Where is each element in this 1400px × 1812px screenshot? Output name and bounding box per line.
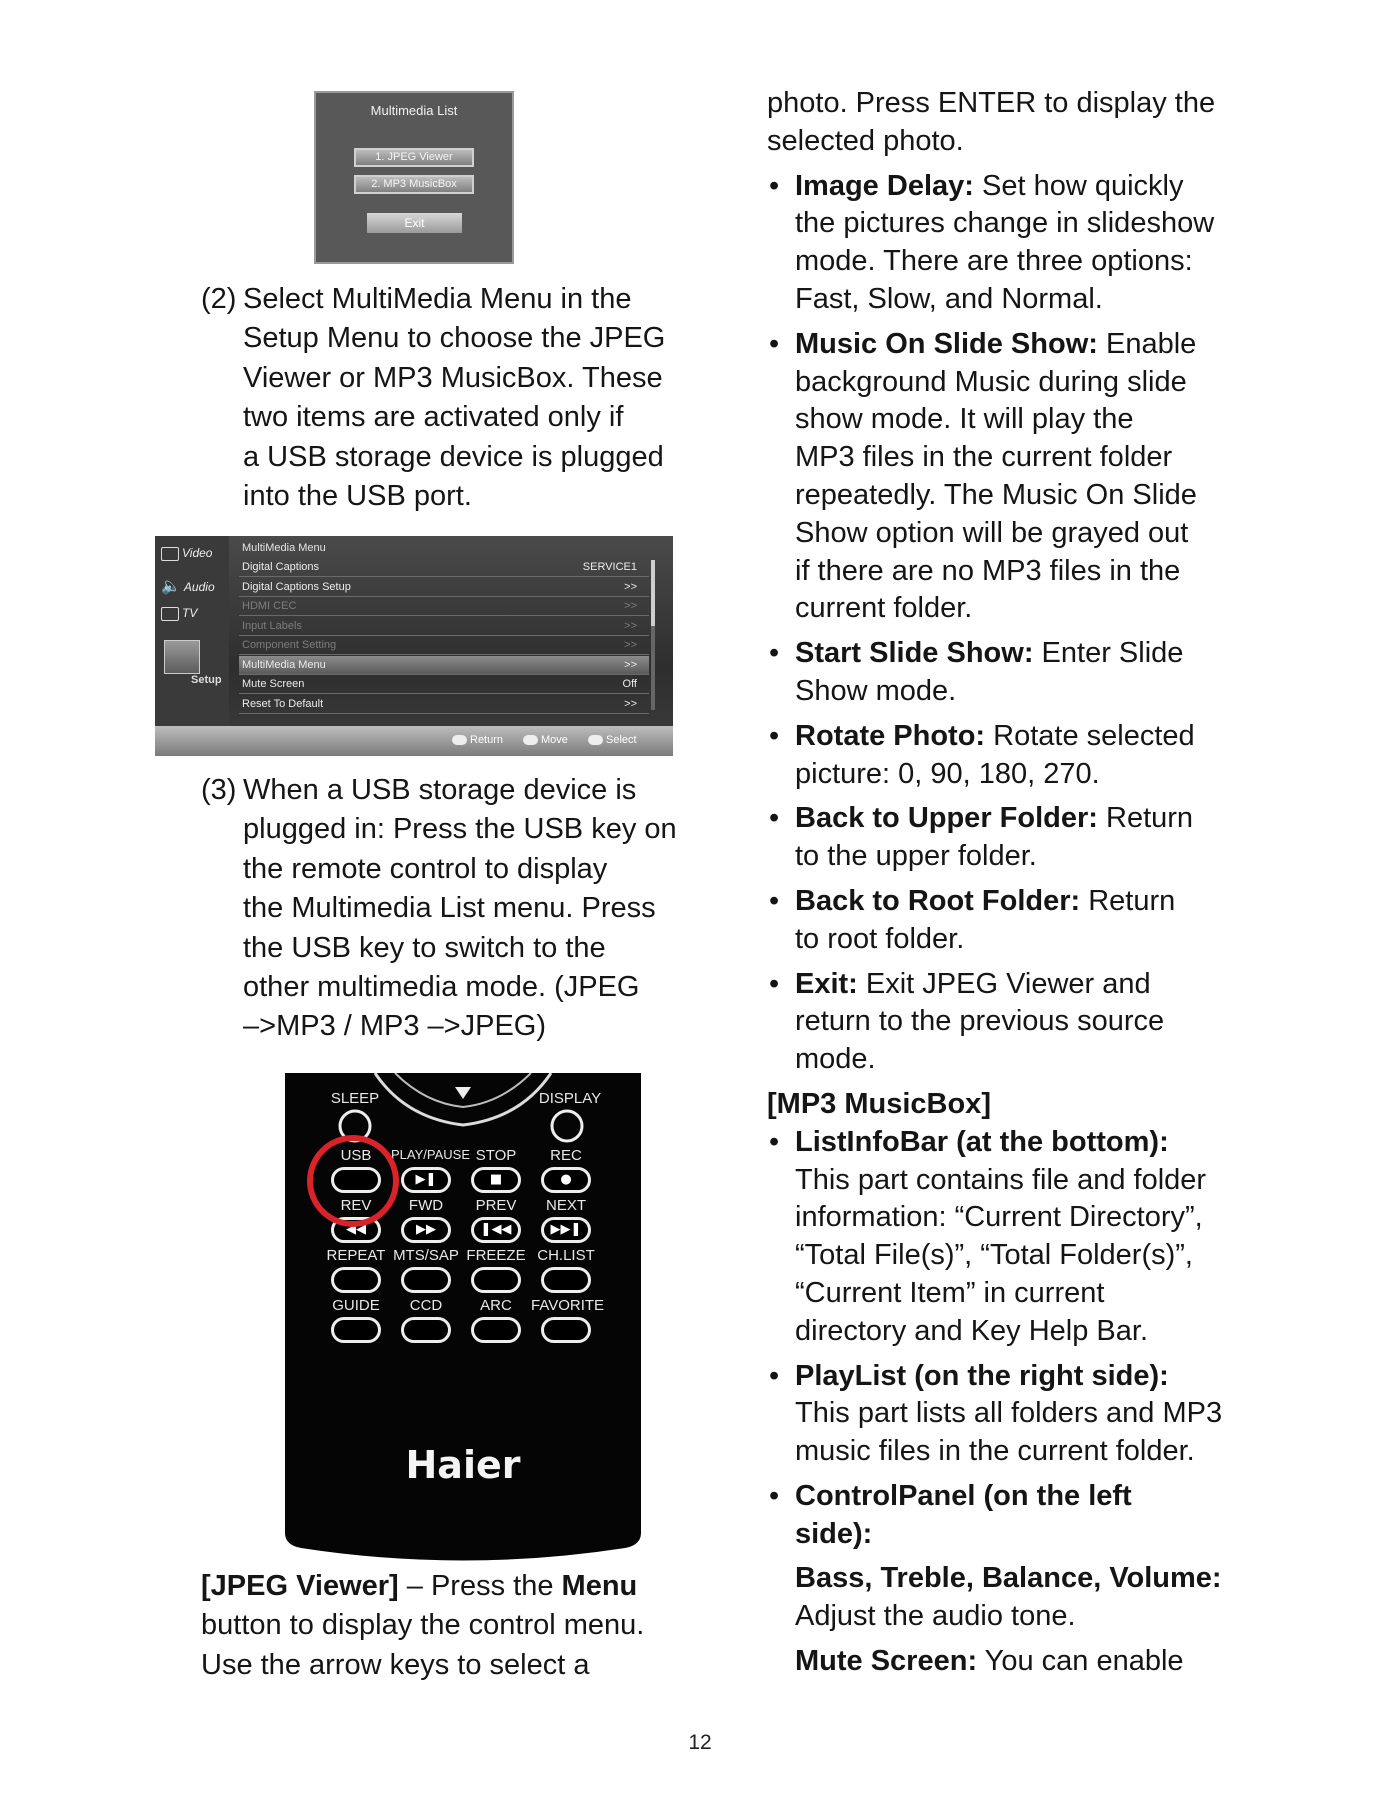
bullet-text: to root folder. <box>795 922 965 955</box>
step-2-line: into the USB port. <box>243 480 472 513</box>
intro-line: selected photo. <box>767 124 964 157</box>
jpeg-viewer-heading: [JPEG Viewer] <box>201 1570 399 1602</box>
jpeg-viewer-text: – Press the <box>398 1570 562 1602</box>
bullet-text: to the upper folder. <box>795 840 1037 873</box>
menu-row-value: Off <box>622 678 637 690</box>
bullet-text: Return <box>1080 884 1176 917</box>
bullet-dot: • <box>769 967 780 1000</box>
step-2-line: Select MultiMedia Menu in the <box>243 283 632 315</box>
bullet-item <box>769 1124 1257 1351</box>
bullet-text: show mode. It will play the <box>795 403 1134 436</box>
bullet-text: “Current Item” in current <box>795 1276 1105 1309</box>
menu-row-value: >> <box>624 697 637 710</box>
step-3 <box>201 771 681 1047</box>
rev-button: ◀◀ <box>331 1217 381 1243</box>
video-icon <box>161 547 179 561</box>
bullet-text: This part lists all folders and MP3 <box>795 1397 1223 1430</box>
bullet-dot: • <box>769 637 780 670</box>
bullet-text: mode. <box>795 1043 876 1076</box>
bullet-term: Back to Upper Folder: <box>795 802 1098 835</box>
bullet-term: Music On Slide Show: <box>795 327 1098 360</box>
bullet-text: directory and Key Help Bar. <box>795 1314 1149 1347</box>
control-item-term: Mute Screen: <box>795 1645 978 1678</box>
step-3-text <box>243 771 681 1047</box>
page-number: 12 <box>688 1731 712 1754</box>
bullet-term: ListInfoBar (at the bottom): <box>795 1125 1169 1158</box>
playpause-label: PLAY/PAUSE <box>391 1147 470 1162</box>
jpeg-viewer-paragraph <box>201 1567 691 1685</box>
menu-footer <box>155 726 673 756</box>
repeat-button <box>331 1267 381 1293</box>
right-column <box>767 85 1257 1688</box>
rev-label: REV <box>340 1197 372 1214</box>
bullet-dot: • <box>769 802 780 835</box>
bullet-dot: • <box>769 327 780 360</box>
bullet-text: if there are no MP3 files in the <box>795 554 1181 587</box>
bullet-text: Exit JPEG Viewer and <box>857 967 1151 1000</box>
menu-row-value: >> <box>624 639 637 651</box>
multimedia-list-title: Multimedia List <box>370 103 458 118</box>
mts-sap-button <box>401 1267 451 1293</box>
setup-icon <box>164 640 200 674</box>
bullet-term: ControlPanel (on the left <box>795 1479 1132 1512</box>
footer-return: Return <box>452 734 503 746</box>
menu-row-value: >> <box>624 658 637 671</box>
control-item-text: You can enable <box>977 1645 1184 1678</box>
step-3-line: the USB key to switch to the <box>243 931 606 964</box>
bullet-term: Exit: <box>795 967 858 1000</box>
bullet-text: Show mode. <box>795 674 957 707</box>
control-item-text: Adjust the audio tone. <box>795 1600 1076 1633</box>
move-key-icon <box>523 735 538 745</box>
bullet-text: Enable <box>1097 327 1197 360</box>
bullet-item <box>769 800 1257 876</box>
guide-label: GUIDE <box>332 1297 380 1314</box>
bullet-text: side): <box>795 1517 873 1550</box>
jpeg-viewer-line: button to display the control menu. <box>201 1609 645 1642</box>
setup-menu-screenshot <box>155 536 673 756</box>
step-2 <box>201 280 681 516</box>
bullet-dot: • <box>769 1125 780 1158</box>
haier-logo: Haier <box>405 1443 521 1487</box>
tv-icon <box>161 607 179 621</box>
prev-button: ❚◀◀ <box>471 1217 521 1243</box>
menu-scrollbar <box>651 560 655 710</box>
chlist-button <box>541 1267 591 1293</box>
jpeg-bullet-list <box>767 168 1257 1079</box>
menu-row <box>239 656 649 675</box>
menu-row <box>239 675 649 694</box>
control-item <box>795 1643 1257 1681</box>
bullet-text: Show option will be grayed out <box>795 516 1189 549</box>
bullet-text: Rotate selected <box>985 719 1195 752</box>
setup-sidebar <box>155 536 229 726</box>
step-2-text <box>243 280 681 516</box>
bullet-text: Return <box>1097 802 1194 835</box>
menu-row-value: >> <box>624 580 637 593</box>
mp3-musicbox-option: 2. MP3 MusicBox <box>354 175 474 194</box>
step-3-line: –>MP3 / MP3 –>JPEG) <box>243 1010 547 1043</box>
bullet-text: music files in the current folder. <box>795 1435 1195 1468</box>
rec-label: REC <box>550 1147 582 1164</box>
bullet-dot: • <box>769 884 780 917</box>
step-2-number: (2) <box>201 283 237 315</box>
menu-row-label: Digital Captions Setup <box>242 580 351 593</box>
footer-move: Move <box>523 734 568 746</box>
bullet-dot: • <box>769 1359 780 1392</box>
menu-row-label: HDMI CEC <box>242 600 297 612</box>
step-3-number: (3) <box>201 774 237 806</box>
bullet-item <box>769 883 1257 959</box>
step-2-line: Viewer or MP3 MusicBox. These <box>243 361 663 394</box>
chlist-label: CH.LIST <box>537 1247 595 1264</box>
ccd-label: CCD <box>409 1297 443 1314</box>
freeze-button <box>471 1267 521 1293</box>
sleep-label: SLEEP <box>330 1090 380 1107</box>
footer-select: Select <box>588 734 637 746</box>
bullet-item <box>769 635 1257 711</box>
next-button: ▶▶❚ <box>541 1217 591 1243</box>
sidebar-item-audio: 🔈 Audio <box>161 578 215 595</box>
stop-label: STOP <box>475 1147 517 1164</box>
menu-title: MultiMedia Menu <box>242 542 326 554</box>
remote-control-image <box>285 1073 641 1563</box>
select-key-icon <box>588 735 603 745</box>
bullet-item <box>769 1358 1257 1471</box>
menu-row <box>239 597 649 616</box>
bullet-text: background Music during slide <box>795 365 1187 398</box>
bullet-text: MP3 files in the current folder <box>795 441 1173 474</box>
mp3-heading: [MP3 MusicBox] <box>767 1087 991 1120</box>
bullet-text: Enter Slide <box>1033 637 1184 670</box>
bullet-text: Set how quickly <box>973 169 1184 202</box>
arc-button <box>471 1317 521 1343</box>
menu-row-value: >> <box>624 600 637 612</box>
bullet-item <box>769 718 1257 794</box>
bullet-text: return to the previous source <box>795 1005 1165 1038</box>
control-item <box>795 1560 1257 1636</box>
bullet-dot: • <box>769 169 780 202</box>
mts-sap-label: MTS/SAP <box>393 1247 459 1264</box>
menu-row-label: MultiMedia Menu <box>242 658 326 671</box>
usb-label: USB <box>340 1147 372 1164</box>
step-2-line: Setup Menu to choose the JPEG <box>243 322 666 355</box>
menu-row-label: Input Labels <box>242 619 302 632</box>
sidebar-item-tv: TV <box>161 606 197 621</box>
sidebar-item-video: Video <box>161 546 212 561</box>
step-3-line: When a USB storage device is <box>243 774 637 806</box>
bullet-text: Fast, Slow, and Normal. <box>795 282 1103 315</box>
bullet-dot: • <box>769 1479 780 1512</box>
bullet-dot: • <box>769 719 780 752</box>
bullet-term: Start Slide Show: <box>795 637 1034 670</box>
menu-row-value: >> <box>624 619 637 632</box>
bullet-item <box>769 168 1257 319</box>
stop-button: ■ <box>471 1167 521 1193</box>
bullet-text: “Total File(s)”, “Total Folder(s)”, <box>795 1239 1193 1272</box>
exit-option: Exit <box>367 213 462 233</box>
jpeg-viewer-line: Use the arrow keys to select a <box>201 1648 590 1681</box>
bullet-item <box>769 966 1257 1079</box>
guide-button <box>331 1317 381 1343</box>
bullet-text: information: “Current Directory”, <box>795 1201 1203 1234</box>
bullet-text: repeatedly. The Music On Slide <box>795 478 1197 511</box>
menu-term: Menu <box>561 1570 638 1602</box>
bullet-term: PlayList (on the right side): <box>795 1359 1169 1392</box>
step-2-line: a USB storage device is plugged <box>243 440 664 473</box>
rec-button: ● <box>541 1167 591 1193</box>
favorite-label: FAVORITE <box>531 1297 605 1314</box>
bullet-term: Rotate Photo: <box>795 719 986 752</box>
menu-row-value: SERVICE1 <box>582 561 637 573</box>
bullet-item <box>769 326 1257 628</box>
intro-line: photo. Press ENTER to display the <box>767 87 1216 119</box>
fwd-label: FWD <box>408 1197 444 1214</box>
arc-label: ARC <box>480 1297 512 1314</box>
step-3-line: the remote control to display <box>243 852 608 885</box>
menu-row-label: Component Setting <box>242 639 337 651</box>
step-3-line: other multimedia mode. (JPEG <box>243 971 640 1004</box>
freeze-label: FREEZE <box>466 1247 526 1264</box>
sidebar-item-setup: Setup <box>191 674 222 686</box>
step-3-line: plugged in: Press the USB key on <box>243 813 677 846</box>
return-key-icon <box>452 735 467 745</box>
control-item-term: Bass, Treble, Balance, Volume: <box>795 1562 1222 1595</box>
usb-button <box>331 1167 381 1193</box>
menu-row-label: Mute Screen <box>242 678 305 690</box>
audio-icon: 🔈 <box>161 578 181 595</box>
bullet-term: Image Delay: <box>795 169 974 202</box>
repeat-label: REPEAT <box>326 1247 386 1264</box>
bullet-item <box>769 1478 1257 1554</box>
step-2-line: two items are activated only if <box>243 401 624 434</box>
menu-row <box>239 636 649 655</box>
ccd-button <box>401 1317 451 1343</box>
display-label: DISPLAY <box>538 1090 602 1107</box>
playpause-button: ▶❚ <box>401 1167 451 1193</box>
bullet-text: This part contains file and folder <box>795 1163 1207 1196</box>
step-3-line: the Multimedia List menu. Press <box>243 892 656 925</box>
menu-row <box>239 617 649 636</box>
next-label: NEXT <box>545 1197 586 1214</box>
mp3-bullet-list <box>767 1124 1257 1554</box>
menu-row <box>239 578 649 597</box>
multimedia-list-screenshot <box>314 91 514 264</box>
prev-label: PREV <box>475 1197 517 1214</box>
menu-row <box>239 558 649 577</box>
bullet-term: Back to Root Folder: <box>795 884 1081 917</box>
bullet-text: mode. There are three options: <box>795 245 1193 278</box>
menu-row <box>239 695 649 714</box>
favorite-button <box>541 1317 591 1343</box>
bullet-text: current folder. <box>795 592 973 625</box>
menu-row-label: Digital Captions <box>242 561 320 573</box>
bullet-text: picture: 0, 90, 180, 270. <box>795 757 1100 790</box>
jpeg-viewer-option: 1. JPEG Viewer <box>354 148 474 167</box>
menu-row-label: Reset To Default <box>242 697 324 710</box>
fwd-button: ▶▶ <box>401 1217 451 1243</box>
control-panel-items <box>795 1560 1257 1680</box>
bullet-text: the pictures change in slideshow <box>795 207 1215 240</box>
